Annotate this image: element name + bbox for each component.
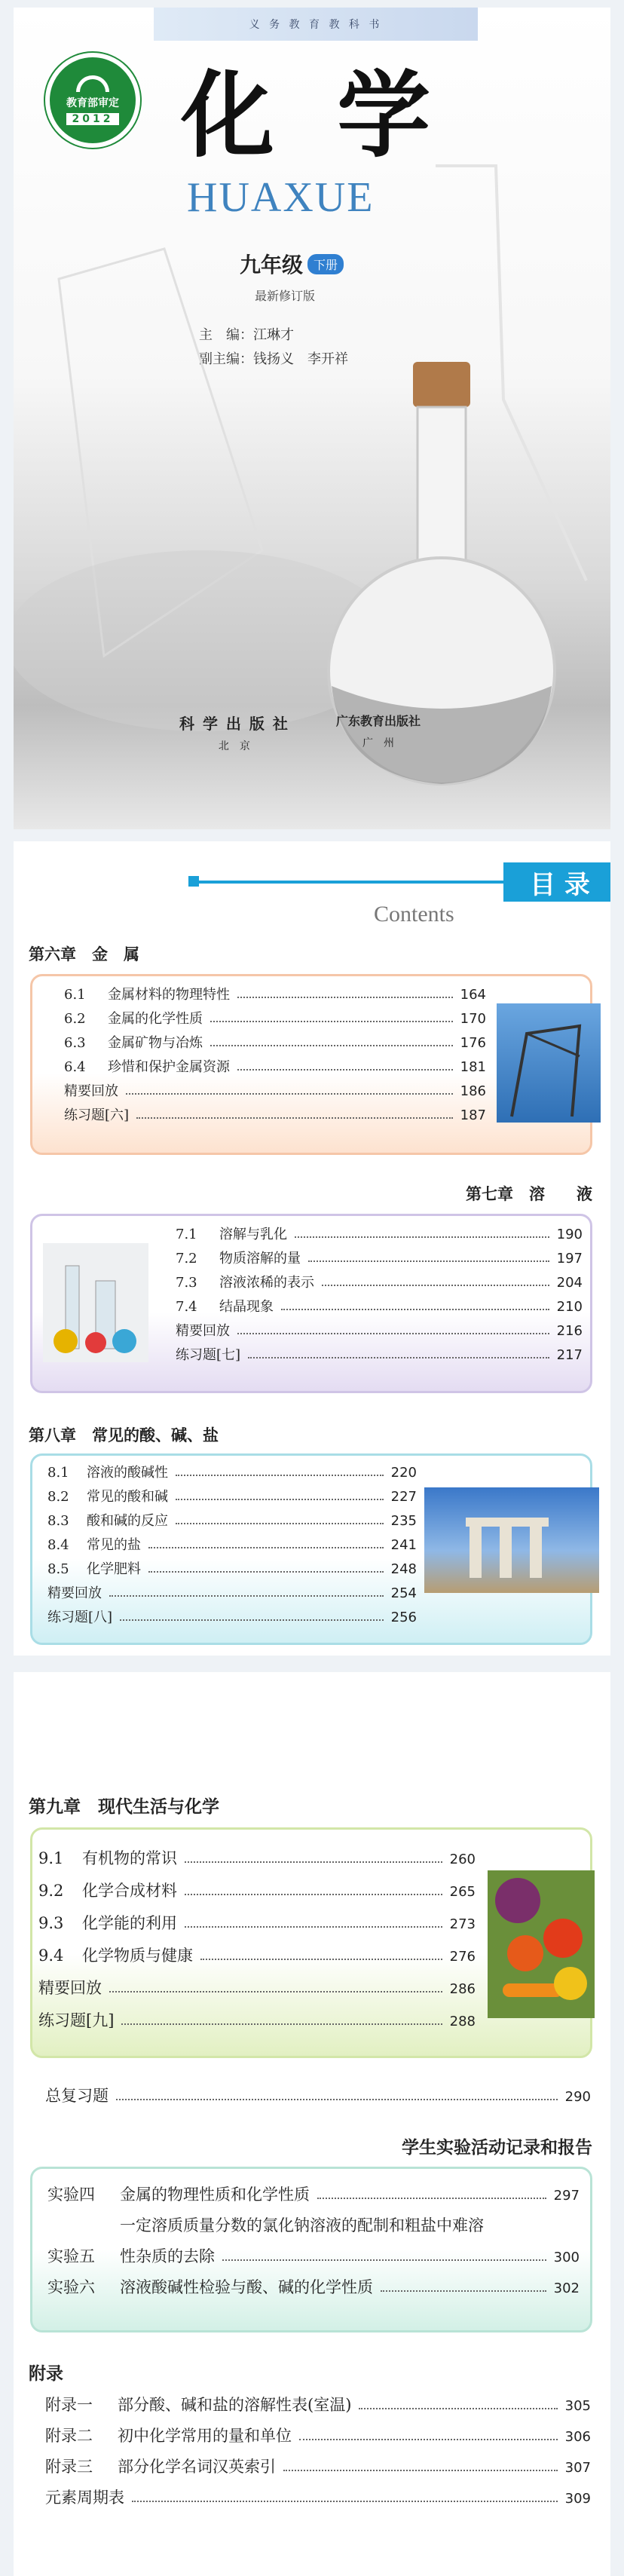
entry-page: 164 [460, 987, 486, 1003]
leader-dots [248, 1357, 549, 1358]
entry-number: 实验四 [47, 2185, 95, 2204]
entry-label: 一定溶质质量分数的氯化钠溶液的配制和粗盐中难溶 [120, 2216, 484, 2234]
entry-label-cont: 性杂质的去除 [120, 2247, 215, 2265]
toc-entry [45, 2490, 591, 2506]
entry-page: 210 [556, 1299, 583, 1315]
entry-page: 190 [556, 1227, 583, 1242]
entry-label: 溶液浓稀的表示 [219, 1275, 314, 1291]
entry-page: 217 [556, 1347, 583, 1363]
entry-page: 254 [390, 1585, 417, 1601]
deputy-label: 副主编： [199, 351, 253, 367]
deputy-names: 钱扬义 李开祥 [253, 351, 348, 367]
entry-number: 8.4 [47, 1537, 69, 1553]
ch6-entries [64, 988, 486, 1133]
series-text: 义 务 教 育 教 科 书 [249, 19, 383, 31]
publisher-2-name: 广东教育出版社 [336, 714, 421, 728]
toc-header-line [194, 881, 511, 884]
toc-entry [47, 1611, 417, 1625]
badge-text: 教育部审定 [66, 97, 119, 109]
entry-page: 276 [449, 1949, 476, 1965]
entry-label: 金属矿物与冶炼 [108, 1035, 203, 1051]
toc-entry [176, 1300, 583, 1314]
leader-dots [176, 1475, 384, 1476]
entry-number: 6.1 [64, 987, 86, 1003]
leader-dots [148, 1571, 384, 1573]
flask-illustration [14, 8, 610, 829]
entry-page: 260 [449, 1852, 476, 1867]
leader-dots [308, 1260, 549, 1262]
toc-entry [38, 1851, 476, 1867]
leader-dots [222, 2259, 546, 2261]
entry-page: 235 [390, 1513, 417, 1529]
entry-number: 6.2 [64, 1011, 86, 1027]
leader-dots [116, 2099, 558, 2100]
entry-label: 精要回放 [47, 1585, 102, 1601]
leader-dots [120, 1619, 384, 1621]
entry-number: 8.1 [47, 1465, 69, 1481]
publisher-2-city: 广 州 [362, 737, 394, 749]
toc-entry [47, 1587, 417, 1600]
entry-label: 元素周期表 [45, 2489, 124, 2507]
grade: 九年级 [240, 253, 304, 277]
toc-entry [176, 1325, 583, 1338]
cover-page [14, 8, 610, 829]
toc-subtitle: Contents [374, 902, 454, 927]
entry-label: 精要回放 [176, 1323, 230, 1339]
entry-label: 有机物的常识 [82, 1849, 177, 1867]
leader-dots [185, 1861, 442, 1863]
entry-label: 常见的盐 [87, 1537, 141, 1553]
leader-dots [295, 1236, 549, 1238]
entry-number: 9.2 [38, 1882, 64, 1900]
toc-entry [176, 1252, 583, 1266]
ch9-title: 第九章 现代生活与化学 [29, 1797, 219, 1817]
entry-number: 6.4 [64, 1059, 86, 1075]
toc-entry [64, 1012, 486, 1026]
editor-label: 主 编： [199, 327, 253, 343]
review-label: 总复习题 [45, 2087, 109, 2105]
leader-dots [136, 1117, 453, 1119]
entry-number: 附录三 [45, 2458, 93, 2476]
appendix-title: 附录 [29, 2364, 63, 2384]
ch8-entries [47, 1466, 417, 1635]
entry-page: 181 [460, 1059, 486, 1075]
entry-number: 7.1 [176, 1227, 197, 1242]
toc-entry [47, 1539, 417, 1552]
toc-entry [47, 2280, 580, 2296]
leader-dots [210, 1045, 453, 1046]
entry-label: 溶液的酸碱性 [87, 1465, 168, 1481]
toc-entry [38, 1883, 476, 1899]
entry-label: 珍惜和保护金属资源 [108, 1059, 230, 1075]
entry-number: 附录二 [45, 2427, 93, 2445]
entry-label: 结晶现象 [219, 1299, 274, 1315]
lab-box [30, 2167, 592, 2332]
leader-dots [185, 1894, 442, 1895]
leader-dots [299, 2439, 558, 2440]
entry-page: 220 [390, 1465, 417, 1481]
leader-dots [109, 1595, 384, 1597]
leader-dots [176, 1523, 384, 1524]
entry-label: 溶解与乳化 [219, 1227, 287, 1242]
toc-page-2 [14, 1672, 610, 2576]
toc-page-1 [14, 841, 610, 1656]
entry-label: 溶液酸碱性检验与酸、碱的化学性质 [120, 2278, 373, 2296]
entry-number: 7.4 [176, 1299, 197, 1315]
ruins-image [424, 1487, 599, 1593]
entry-label: 化学肥料 [87, 1561, 141, 1577]
ch6-title: 第六章 金 属 [29, 945, 139, 963]
entry-page: 288 [449, 2014, 476, 2029]
volume-badge: 下册 [307, 254, 344, 274]
entry-label: 金属的物理性质和化学性质 [120, 2185, 310, 2204]
leader-dots [281, 1309, 549, 1310]
entry-page: 256 [390, 1610, 417, 1625]
toc-entry [176, 1349, 583, 1362]
entry-page: 305 [564, 2398, 591, 2414]
leader-dots [132, 2501, 558, 2502]
entry-label: 部分酸、碱和盐的溶解性表(室温) [118, 2396, 352, 2414]
entry-page: 306 [564, 2429, 591, 2445]
entry-number: 8.3 [47, 1513, 69, 1529]
entry-page: 176 [460, 1035, 486, 1051]
lab-glass-image [43, 1243, 148, 1362]
toc-entry [45, 2397, 591, 2413]
ch6-box [30, 974, 592, 1155]
toc-entry [47, 1466, 417, 1480]
toc-entry [47, 1490, 417, 1504]
lab-title: 学生实验活动记录和报告 [402, 2138, 592, 2158]
entry-label: 化学能的利用 [82, 1914, 177, 1932]
entry-page: 187 [460, 1107, 486, 1123]
ch7-box [30, 1214, 592, 1393]
lab-entries [47, 2187, 580, 2311]
entry-label: 酸和碱的反应 [87, 1513, 168, 1529]
toc-entry [38, 1916, 476, 1931]
crane-image [497, 1003, 601, 1123]
toc-title: 目 录 [503, 862, 610, 902]
badge-year: 2012 [66, 113, 120, 125]
toc-header-dot [188, 876, 199, 887]
leader-dots [109, 1991, 442, 1992]
entry-label: 练习题[六] [64, 1107, 130, 1123]
toc-entry [45, 2428, 591, 2444]
entry-page: 300 [553, 2250, 580, 2265]
ch8-box [30, 1453, 592, 1645]
entry-number: 7.3 [176, 1275, 197, 1291]
entry-number: 6.3 [64, 1035, 86, 1051]
entry-page: 302 [553, 2280, 580, 2296]
entry-page: 186 [460, 1083, 486, 1099]
toc-entry [47, 1515, 417, 1528]
leader-dots [237, 1333, 549, 1334]
toc-entry [176, 1276, 583, 1290]
entry-number: 8.2 [47, 1489, 69, 1505]
leader-dots [210, 1021, 453, 1022]
entry-page: 265 [449, 1884, 476, 1900]
entry-label: 部分化学名词汉英索引 [118, 2458, 276, 2476]
entry-page: 248 [390, 1561, 417, 1577]
leader-dots [317, 2198, 546, 2199]
appendix-entries [45, 2397, 591, 2521]
entry-label: 物质溶解的量 [219, 1251, 301, 1267]
entry-number: 8.5 [47, 1561, 69, 1577]
vegetables-image [488, 1870, 595, 2018]
toc-entry [64, 1037, 486, 1050]
toc-entry [64, 1109, 486, 1123]
toc-entry [176, 1228, 583, 1242]
entry-page: 170 [460, 1011, 486, 1027]
ch7-title: 第七章 溶 液 [466, 1185, 592, 1203]
edition: 最新修订版 [255, 289, 316, 303]
toc-entry [38, 1980, 476, 1996]
leader-dots [185, 1926, 442, 1928]
entry-label-line2 [120, 2249, 580, 2265]
entry-label: 化学合成材料 [82, 1882, 177, 1900]
toc-entry [64, 988, 486, 1002]
entry-label: 初中化学常用的量和单位 [118, 2427, 292, 2445]
entry-page: 197 [556, 1251, 583, 1267]
entry-label: 常见的酸和碱 [87, 1489, 168, 1505]
toc-entry [38, 2013, 476, 2029]
entry-label: 练习题[九] [38, 2011, 115, 2029]
entry-page: 216 [556, 1323, 583, 1339]
toc-entry [64, 1061, 486, 1074]
leader-dots [237, 997, 453, 998]
entry-label: 精要回放 [38, 1979, 102, 1997]
book-title: 化 学 [181, 62, 446, 170]
entry-number: 实验六 [47, 2278, 95, 2296]
leader-dots [121, 2023, 442, 2025]
entry-number: 9.4 [38, 1947, 64, 1965]
ch9-box [30, 1827, 592, 2058]
entry-page: 297 [553, 2188, 580, 2204]
leader-dots [200, 1959, 442, 1960]
entry-page: 241 [390, 1537, 417, 1553]
ch7-entries [176, 1228, 583, 1373]
entry-page: 307 [564, 2460, 591, 2476]
entry-number: 9.3 [38, 1914, 64, 1932]
leader-dots [237, 1069, 453, 1071]
entry-label: 化学物质与健康 [82, 1947, 193, 1965]
entry-label: 练习题[八] [47, 1610, 113, 1625]
entry-number: 7.2 [176, 1251, 197, 1267]
leader-dots [283, 2470, 558, 2471]
entry-number: 9.1 [38, 1849, 64, 1867]
ch8-title: 第八章 常见的酸、碱、盐 [29, 1426, 219, 1444]
publisher-1-name: 科 学 出 版 社 [179, 715, 289, 733]
toc-entry [47, 1563, 417, 1576]
toc-entry [47, 2218, 580, 2265]
toc-entry [45, 2459, 591, 2475]
entry-page: 227 [390, 1489, 417, 1505]
entry-number: 实验五 [47, 2247, 95, 2265]
publisher-1 [179, 712, 289, 753]
toc-entry [64, 1085, 486, 1098]
book-pinyin: HUAXUE [187, 174, 375, 221]
entry-page: 273 [449, 1916, 476, 1932]
entry-label: 精要回放 [64, 1083, 118, 1099]
leader-dots [176, 1499, 384, 1500]
entry-label: 练习题[七] [176, 1347, 241, 1363]
leader-dots [359, 2408, 557, 2409]
entry-page: 204 [556, 1275, 583, 1291]
toc-entry [38, 1948, 476, 1964]
publisher-1-city: 北 京 [218, 740, 250, 752]
leader-dots [126, 1093, 453, 1095]
ch9-entries [38, 1851, 476, 2045]
publisher-2 [336, 712, 421, 750]
leader-dots [322, 1285, 549, 1286]
entry-label: 金属材料的物理特性 [108, 987, 230, 1003]
review-page: 290 [564, 2089, 591, 2105]
editor-name: 江琳才 [253, 327, 294, 343]
entry-label-block [120, 2218, 580, 2265]
entry-page: 286 [449, 1981, 476, 1997]
entry-page: 309 [564, 2491, 591, 2507]
entry-label: 金属的化学性质 [108, 1011, 203, 1027]
leader-dots [381, 2290, 546, 2292]
entry-number: 附录一 [45, 2396, 93, 2414]
leader-dots [148, 1547, 384, 1548]
review-row [45, 2088, 591, 2104]
toc-entry [47, 2187, 580, 2203]
